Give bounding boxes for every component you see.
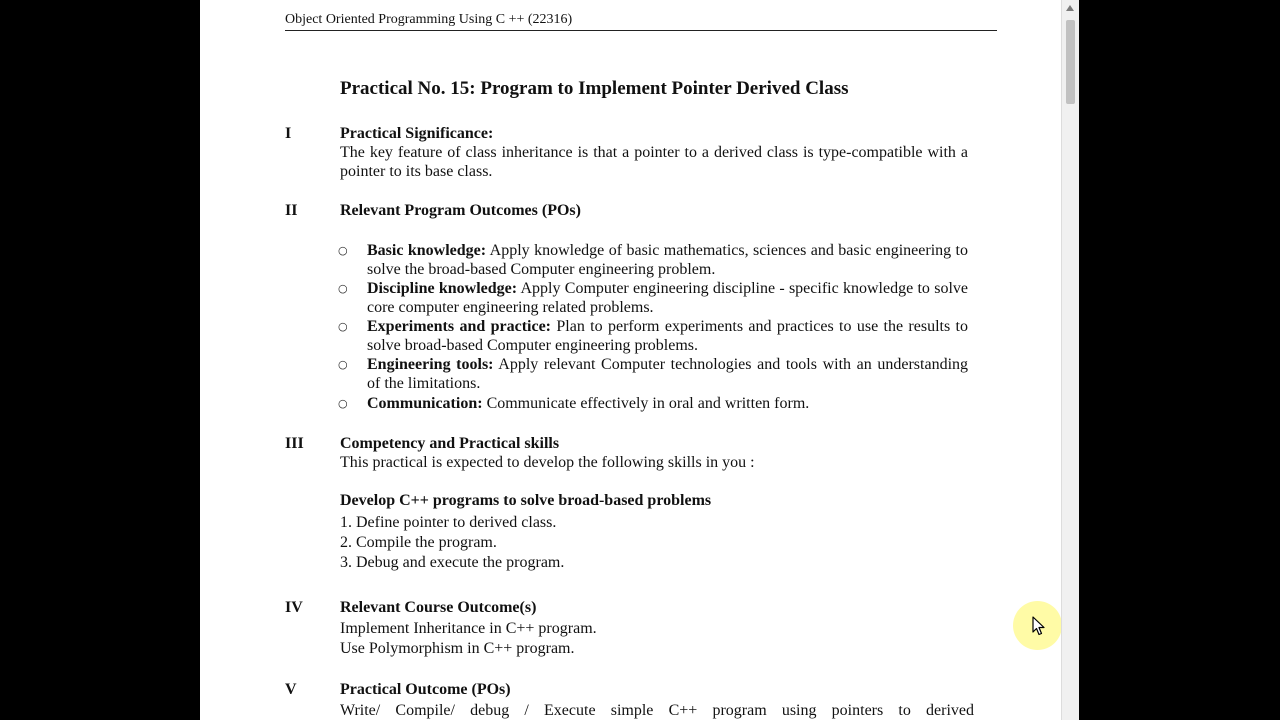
po-text: Apply knowledge of basic mathematics, sciences and basic engineering to solve the broad-based Computer engineering problem. xyxy=(367,242,969,278)
document-page xyxy=(200,0,1079,720)
vertical-scrollbar[interactable] xyxy=(1061,0,1079,720)
section-4-numeral: IV xyxy=(285,599,303,616)
po-label: Engineering tools: xyxy=(367,356,494,373)
po-item-communication xyxy=(367,394,968,413)
practical-title: Practical No. 15: Program to Implement Pointer Derived Class xyxy=(340,78,849,99)
section-5-numeral: V xyxy=(285,681,297,698)
po-item-discipline-knowledge xyxy=(367,279,968,317)
section-3-numeral: III xyxy=(285,435,304,452)
po-text: Apply relevant Computer technologies and tools with an understanding of the limitations. xyxy=(367,356,969,392)
section-1-text: The key feature of class inheritance is that a pointer to a derived class is type-compatible with a pointer to its base class. xyxy=(340,144,968,180)
section-2-numeral: II xyxy=(285,202,298,219)
section-3-heading: Competency and Practical skills xyxy=(340,435,560,452)
scroll-thumb[interactable] xyxy=(1066,20,1075,104)
po-item-basic-knowledge xyxy=(367,241,968,279)
po-item-experiments xyxy=(367,317,968,355)
bullet-icon: ○ xyxy=(338,358,348,371)
po-text: Communicate effectively in oral and written form. xyxy=(486,395,810,412)
bullet-icon: ○ xyxy=(338,320,348,333)
running-header: Object Oriented Programming Using C ++ (22316) xyxy=(285,11,997,31)
bullet-icon: ○ xyxy=(338,397,348,410)
section-4-heading: Relevant Course Outcome(s) xyxy=(340,599,537,616)
section-1-numeral: I xyxy=(285,125,292,142)
section-5-heading: Practical Outcome (POs) xyxy=(340,681,511,698)
bullet-icon: ○ xyxy=(338,282,348,295)
scroll-up-icon[interactable] xyxy=(1066,5,1074,11)
section-3-intro: This practical is expected to develop the following skills in you : xyxy=(340,454,755,471)
section-1-heading: Practical Significance: xyxy=(340,125,494,142)
po-label: Discipline knowledge: xyxy=(367,280,518,297)
po-item-engineering-tools xyxy=(367,355,968,393)
po-label: Experiments and practice: xyxy=(367,318,552,335)
section-3-subheading: Develop C++ programs to solve broad-based problems xyxy=(340,492,712,509)
mouse-pointer-icon xyxy=(1032,616,1046,636)
skill-step: 1. Define pointer to derived class. xyxy=(340,514,557,531)
skill-step: 2. Compile the program. xyxy=(340,534,497,551)
po-text: Apply Computer engineering discipline - specific knowledge to solve core computer engineering related problems. xyxy=(367,280,968,316)
skill-step: 3. Debug and execute the program. xyxy=(340,554,565,571)
po-label: Basic knowledge: xyxy=(367,242,487,259)
bullet-icon: ○ xyxy=(338,244,348,257)
po-label: Communication: xyxy=(367,395,483,412)
course-outcome: Implement Inheritance in C++ program. xyxy=(340,620,597,637)
po-text: Plan to perform experiments and practices to use the results to solve broad-based Computer engineering problems. xyxy=(367,318,969,354)
section-5-text: Write/ Compile/ debug / Execute simple C++ program using pointers to derived xyxy=(340,702,974,719)
section-2-heading: Relevant Program Outcomes (POs) xyxy=(340,202,581,219)
course-outcome: Use Polymorphism in C++ program. xyxy=(340,640,575,657)
